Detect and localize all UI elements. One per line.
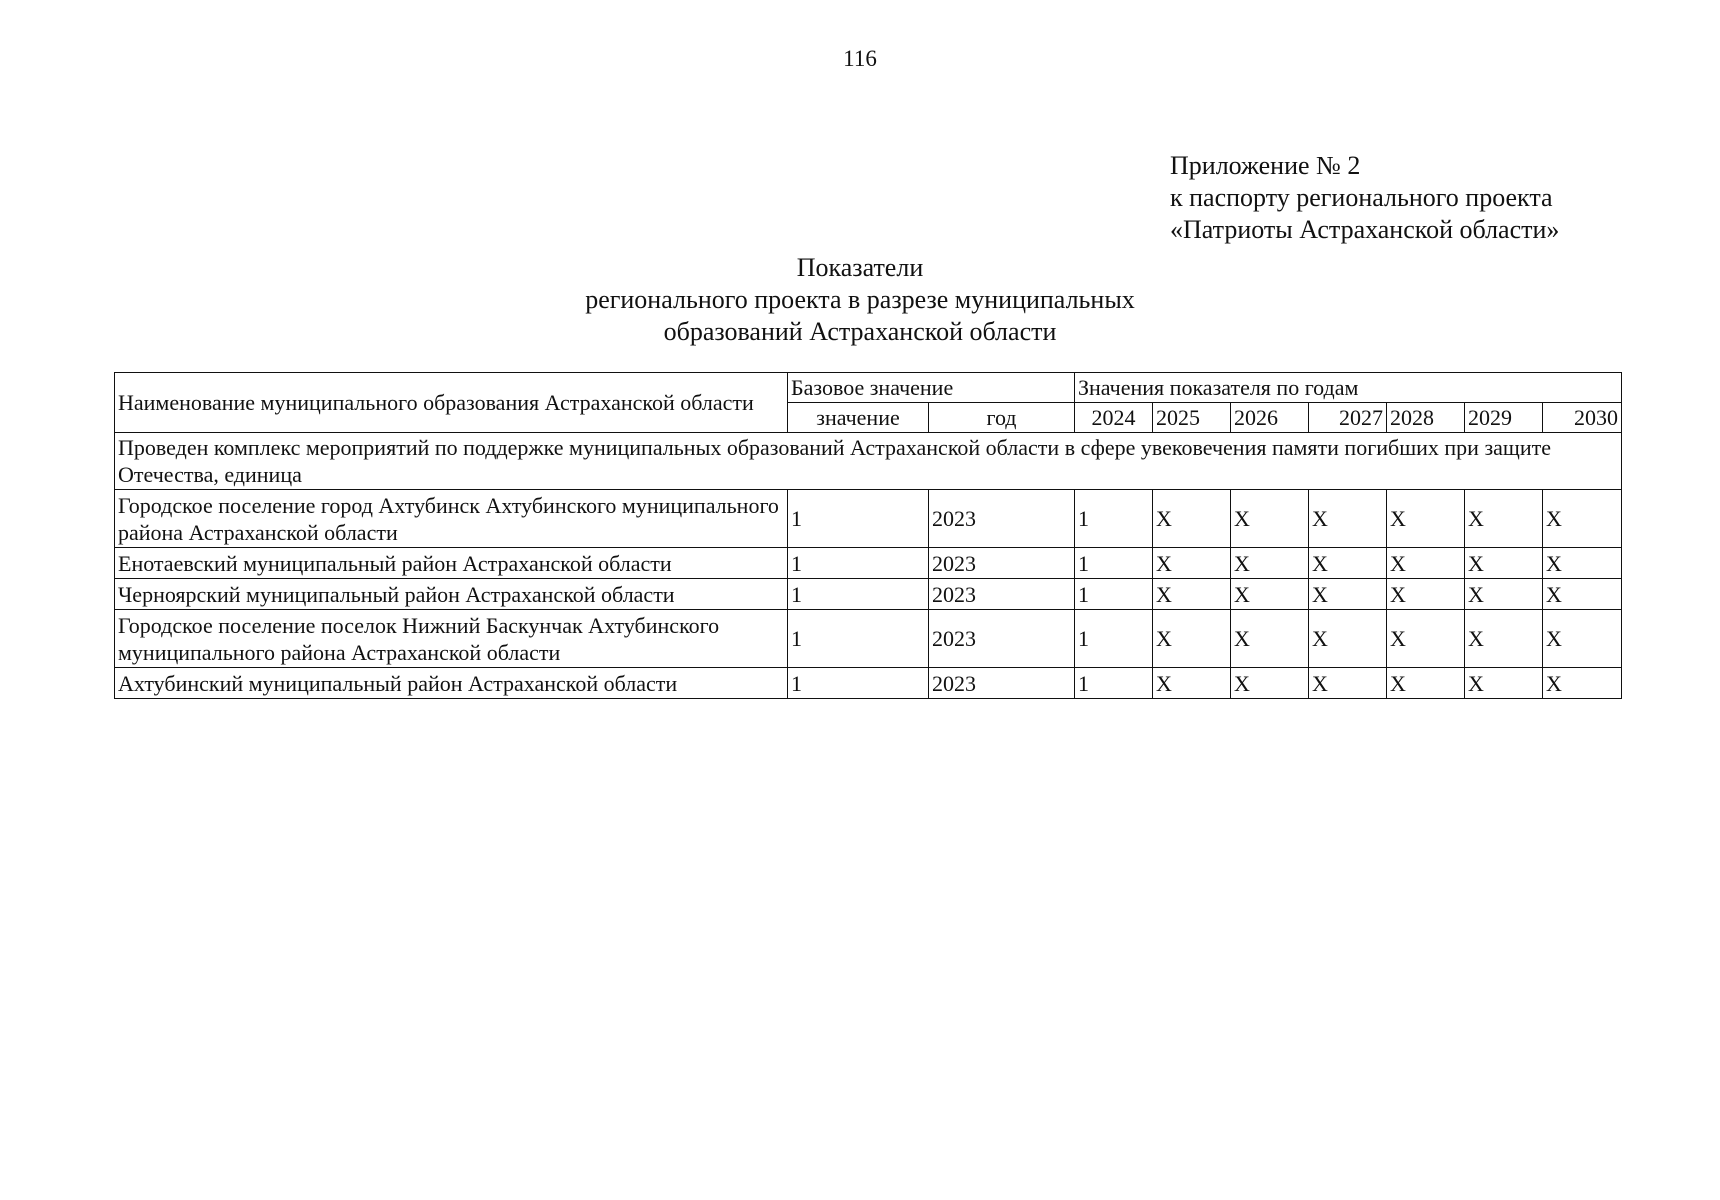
- table-row: [115, 668, 1622, 699]
- row-cell: X: [1465, 579, 1543, 610]
- row-cell: X: [1543, 668, 1622, 699]
- title-line-2: регионального проекта в разрезе муниципальных: [585, 285, 1135, 314]
- title-line-3: образований Астраханской области: [663, 317, 1057, 346]
- row-name: Черноярский муниципальный район Астраханской области: [115, 579, 788, 610]
- table-row: [115, 610, 1622, 668]
- row-name: Городское поселение город Ахтубинск Ахтубинского муниципального района Астраханской области: [115, 490, 788, 548]
- row-cell: X: [1543, 548, 1622, 579]
- row-cell: X: [1309, 490, 1387, 548]
- row-base-value: 1: [788, 579, 929, 610]
- header-name: Наименование муниципального образования Астраханской области: [115, 373, 788, 433]
- row-cell: X: [1543, 490, 1622, 548]
- row-cell: X: [1153, 579, 1231, 610]
- row-base-value: 1: [788, 490, 929, 548]
- header-year: 2024: [1075, 403, 1153, 433]
- header-base-year: год: [929, 403, 1075, 433]
- row-cell: X: [1543, 610, 1622, 668]
- row-base-year: 2023: [929, 548, 1075, 579]
- row-name: Ахтубинский муниципальный район Астраханской области: [115, 668, 788, 699]
- header-base: Базовое значение: [788, 373, 1075, 403]
- row-cell: X: [1231, 668, 1309, 699]
- row-cell: X: [1465, 548, 1543, 579]
- row-cell: X: [1153, 668, 1231, 699]
- appendix-line-3: «Патриоты Астраханской области»: [1170, 215, 1560, 244]
- header-year: 2025: [1153, 403, 1231, 433]
- row-cell: X: [1387, 668, 1465, 699]
- row-cell: X: [1543, 579, 1622, 610]
- row-cell: X: [1309, 548, 1387, 579]
- row-cell: X: [1309, 668, 1387, 699]
- row-name: Енотаевский муниципальный район Астраханской области: [115, 548, 788, 579]
- header-base-value: значение: [788, 403, 929, 433]
- row-cell: X: [1231, 490, 1309, 548]
- row-base-year: 2023: [929, 490, 1075, 548]
- header-row-1: [115, 373, 1622, 403]
- row-cell: 1: [1075, 579, 1153, 610]
- row-cell: X: [1387, 610, 1465, 668]
- row-base-value: 1: [788, 668, 929, 699]
- table-row: [115, 579, 1622, 610]
- row-base-year: 2023: [929, 668, 1075, 699]
- header-year: 2027: [1309, 403, 1387, 433]
- row-cell: 1: [1075, 548, 1153, 579]
- row-cell: X: [1387, 490, 1465, 548]
- document-title: [460, 252, 1260, 348]
- header-year: 2026: [1231, 403, 1309, 433]
- header-years-group: Значения показателя по годам: [1075, 373, 1622, 403]
- table-row: [115, 490, 1622, 548]
- row-base-value: 1: [788, 610, 929, 668]
- section-row: [115, 433, 1622, 490]
- row-cell: X: [1309, 579, 1387, 610]
- header-year: 2030: [1543, 403, 1622, 433]
- title-line-1: Показатели: [796, 253, 924, 282]
- section-title: Проведен комплекс мероприятий по поддержке муниципальных образований Астраханской области в сфере увековечения памяти погибших при защите Отечества, единица: [115, 433, 1622, 490]
- table-row: [115, 548, 1622, 579]
- row-cell: X: [1309, 610, 1387, 668]
- row-cell: X: [1231, 579, 1309, 610]
- row-base-value: 1: [788, 548, 929, 579]
- indicators-table: [114, 372, 1622, 699]
- row-cell: X: [1387, 548, 1465, 579]
- row-cell: X: [1465, 610, 1543, 668]
- row-cell: X: [1465, 490, 1543, 548]
- row-cell: 1: [1075, 668, 1153, 699]
- header-year: 2028: [1387, 403, 1465, 433]
- row-base-year: 2023: [929, 610, 1075, 668]
- row-cell: X: [1231, 610, 1309, 668]
- row-base-year: 2023: [929, 579, 1075, 610]
- appendix-line-1: Приложение № 2: [1170, 151, 1361, 180]
- header-year: 2029: [1465, 403, 1543, 433]
- row-cell: 1: [1075, 610, 1153, 668]
- page-number: 116: [843, 46, 877, 71]
- row-cell: X: [1153, 610, 1231, 668]
- row-cell: X: [1465, 668, 1543, 699]
- row-cell: X: [1153, 548, 1231, 579]
- appendix-note: [1170, 150, 1559, 246]
- row-cell: X: [1387, 579, 1465, 610]
- row-cell: X: [1231, 548, 1309, 579]
- row-cell: X: [1153, 490, 1231, 548]
- row-cell: 1: [1075, 490, 1153, 548]
- appendix-line-2: к паспорту регионального проекта: [1170, 183, 1553, 212]
- row-name: Городское поселение поселок Нижний Баскунчак Ахтубинского муниципального района Астраханской области: [115, 610, 788, 668]
